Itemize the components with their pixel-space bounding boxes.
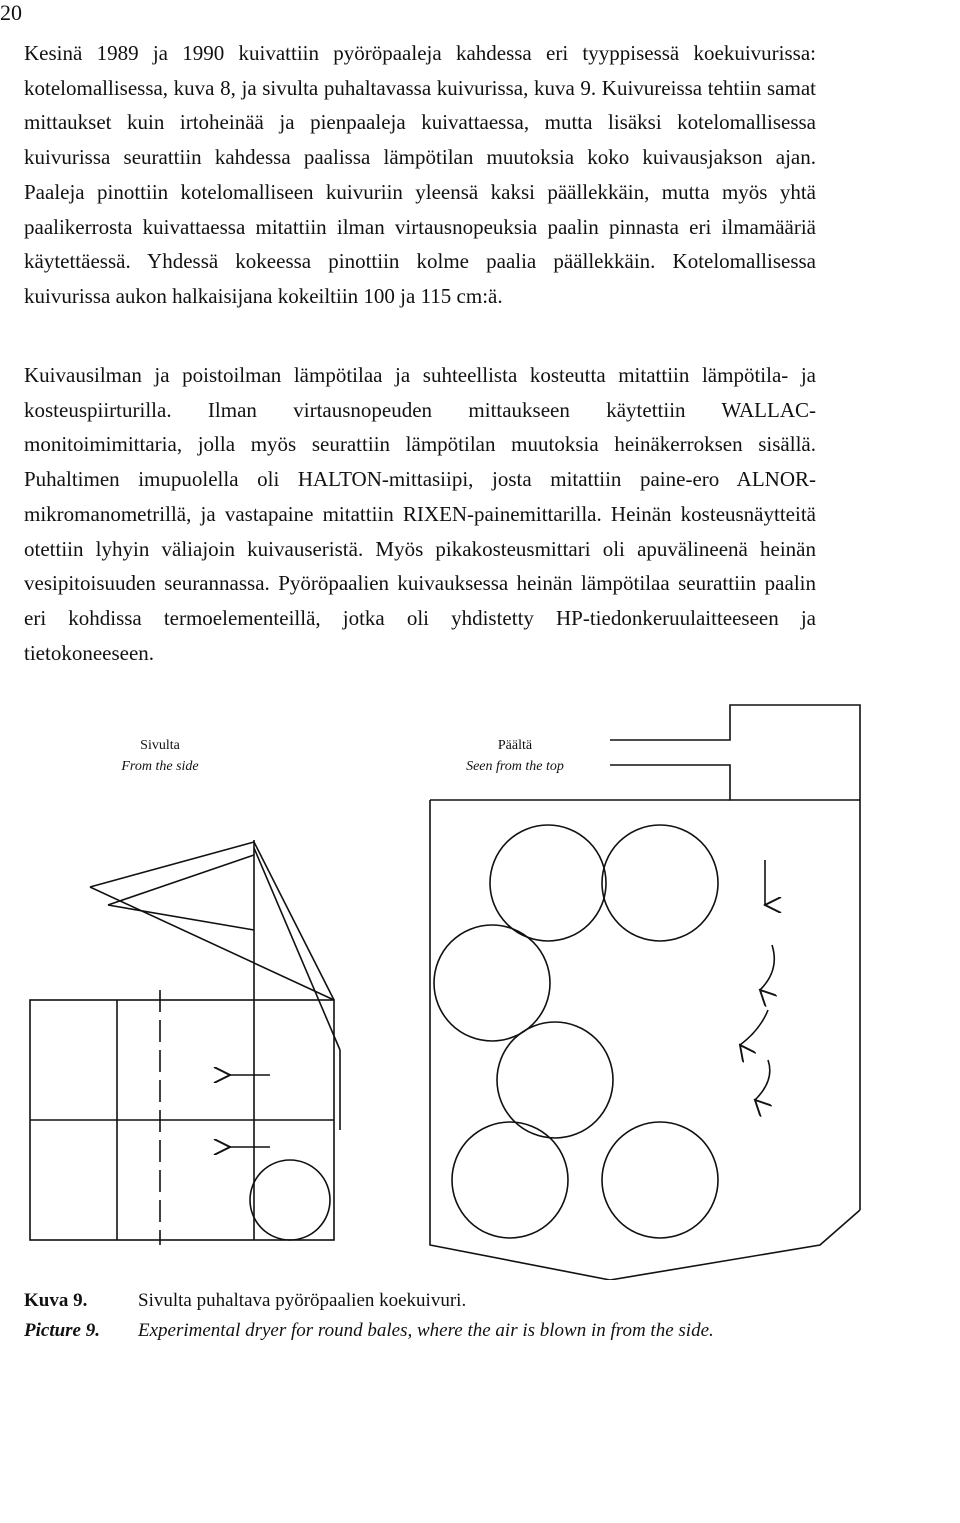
dryer-diagram xyxy=(0,690,960,1280)
caption-fi-tag: Kuva 9. xyxy=(24,1290,88,1311)
caption-en-text: Experimental dryer for round bales, where the air is blown in from the side. xyxy=(138,1320,714,1341)
top-view-drawing xyxy=(430,705,860,1280)
top-view-duct-lower xyxy=(610,765,860,800)
caption-fi-text: Sivulta puhaltava pyöröpaalien koekuivuri. xyxy=(138,1290,467,1311)
side-view-label-en: From the side xyxy=(121,759,199,774)
body-paragraph-2 xyxy=(24,358,816,670)
top-view-duct xyxy=(610,705,860,1210)
side-view-hood-diagonal xyxy=(90,887,334,1000)
top-view-bale-5 xyxy=(452,1122,568,1238)
body-paragraph-1 xyxy=(24,36,816,314)
top-view-air-arrow-curve-1 xyxy=(760,945,774,990)
side-view-hood-brace xyxy=(254,842,334,1000)
top-view-air-arrow-curve-2 xyxy=(740,1010,768,1045)
top-view-housing xyxy=(430,800,860,1280)
figure-caption-fi xyxy=(24,1290,466,1312)
top-view-bale-2 xyxy=(602,825,718,941)
side-view-cable xyxy=(254,848,340,1050)
top-view-air-arrow-curve-3 xyxy=(755,1060,770,1100)
page-number: 20 xyxy=(0,0,22,25)
paragraph-text: Kuivausilman ja poistoilman lämpötilaa ja suhteellista kosteutta mitattiin lämpötila- ja kosteuspiirturilla. Ilman virtausnopeuden mittaukseen käytettiin WALLAC-monitoimimittaria, jolla myös seurattiin lämpötilan muutoksia heinäkerroksen sisällä. Puhaltimen imupuolella oli HALTON-mittasiipi, josta mitattiin paine-ero ALNOR-mikromanometrillä, ja vastapaine mitattiin RIXEN-painemittarilla. Heinän kosteusnäytteitä otettiin lyhyin väliajoin kuivauseristä. Myös pikakosteusmittari oli apuvälineenä heinän vesipitoisuuden seurannassa. Pyöröpaalien kuivauksessa heinän lämpötilaa seurattiin paalin eri kohdissa termoelementeillä, jotka oli yhdistetty HP-tiedonkeruulaitteeseen ja tietokoneeseen. xyxy=(24,363,816,665)
side-view-bale xyxy=(250,1160,330,1240)
top-view-bale-6 xyxy=(602,1122,718,1238)
top-view-bale-1 xyxy=(490,825,606,941)
top-view-label-en: Seen from the top xyxy=(466,759,564,774)
figure-caption-en xyxy=(24,1320,714,1342)
side-view-label-fi: Sivulta xyxy=(140,738,180,753)
side-view-drawing xyxy=(30,840,340,1245)
side-view-hood-inner-2 xyxy=(108,905,254,930)
top-view-label-fi: Päältä xyxy=(497,738,533,753)
side-view-hood-top xyxy=(90,842,254,887)
top-view-bale-3 xyxy=(434,925,550,1041)
caption-en-tag: Picture 9. xyxy=(24,1320,100,1341)
top-view-bale-4 xyxy=(497,1022,613,1138)
paragraph-text: Kesinä 1989 ja 1990 kuivattiin pyöröpaaleja kahdessa eri tyyppisessä koekuivurissa: kotelomallisessa, kuva 8, ja sivulta puhaltavassa kuivurissa, kuva 9. Kuivureissa tehtiin samat mittaukset kuin irtoheinää ja pienpaaleja kuivattaessa, mutta lisäksi kotelomallisessa kuivurissa seurattiin kahdessa paalissa lämpötilan muutoksia koko kuivausjakson ajan. Paaleja pinottiin kotelomalliseen kuivuriin yleensä kaksi päällekkäin, mutta myös yhtä paalikerrosta kuivattaessa mitattiin ilman virtausnopeuksia paalin pinnasta eri ilmamääriä käytettäessä. Yhdessä kokeessa pinottiin kolme paalia päällekkäin. Kotelomallisessa kuivurissa aukon halkaisijana kokeiltiin 100 ja 115 cm:ä. xyxy=(24,41,816,308)
